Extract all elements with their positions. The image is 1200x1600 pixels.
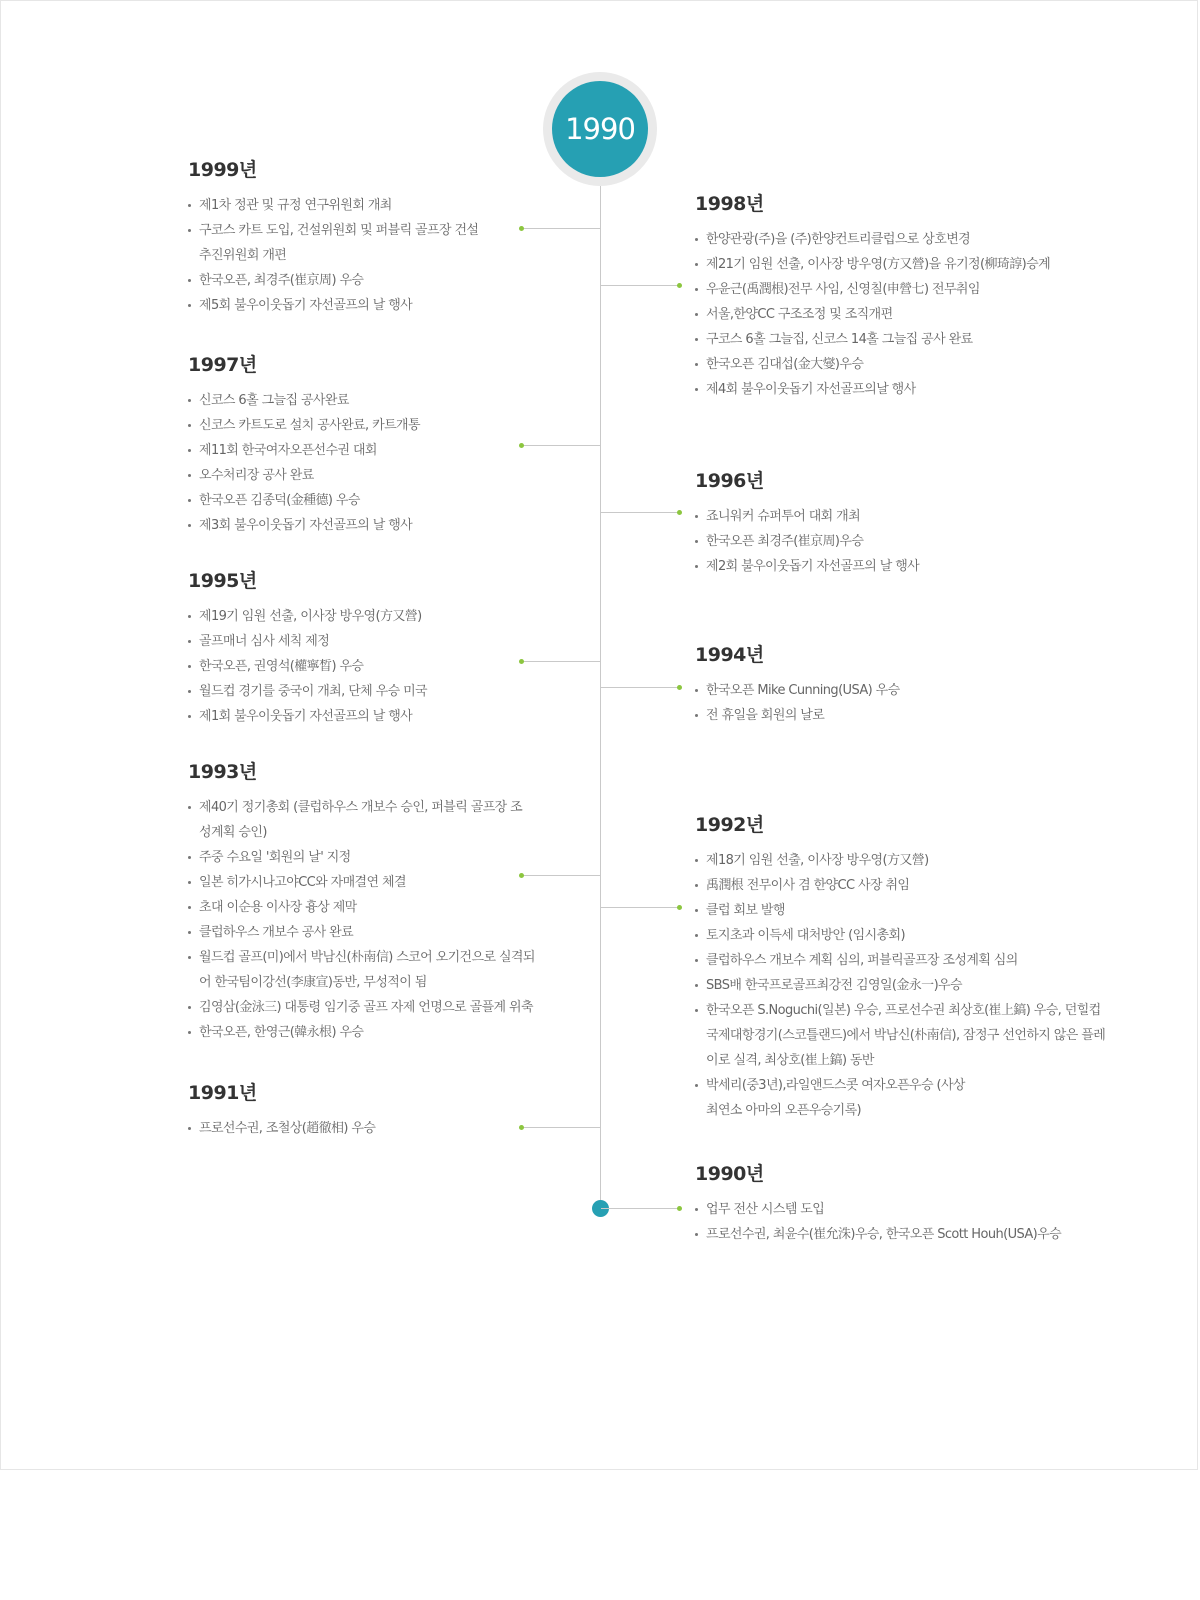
list-item: 제11회 한국여자오픈선수권 대회 xyxy=(188,438,608,463)
connector-dot-1996 xyxy=(677,510,682,515)
list-item: 제1차 정관 및 규정 연구위원회 개최 xyxy=(188,193,608,218)
timeline-entry-1992 xyxy=(695,812,1135,1123)
timeline-entry-1999 xyxy=(188,157,608,318)
list-item: 한양관광(주)을 (주)한양컨트리클럽으로 상호변경 xyxy=(695,227,1135,252)
list-item: 오수처리장 공사 완료 xyxy=(188,463,608,488)
list-item: 제4회 불우이웃돕기 자선골프의날 행사 xyxy=(695,377,1135,402)
list-item: 클럽하우스 개보수 공사 완료 xyxy=(188,920,608,945)
list-item: 제21기 임원 선출, 이사장 방우영(方又營)을 유기정(柳琦諄)승계 xyxy=(695,252,1135,277)
list-item: 클럽하우스 개보수 계획 심의, 퍼블릭골프장 조성계획 심의 xyxy=(695,948,1135,973)
list-item: 우윤근(禹潤根)전무 사임, 신영칠(申營七) 전무취임 xyxy=(695,277,1135,302)
list-item: 골프매너 심사 세칙 제정 xyxy=(188,629,608,654)
list-item: 구코스 카트 도입, 건설위원회 및 퍼블릭 골프장 건설 추진위원회 개편 xyxy=(188,218,489,268)
list-item: SBS배 한국프로골프최강전 김영일(金永一)우승 xyxy=(695,973,1135,998)
timeline-entry-1995 xyxy=(188,568,608,729)
list-item: 한국오픈 Mike Cunning(USA) 우승 xyxy=(695,678,1135,703)
list-item: 프로선수권, 조철상(趙徹相) 우승 xyxy=(188,1116,608,1141)
entry-items xyxy=(695,848,1135,1123)
list-item: 월드컵 골프(미)에서 박남신(朴南信) 스코어 오기건으로 실격되어 한국팀이강선(李康宣)동반, 무성적이 됨 xyxy=(188,945,544,995)
list-item: 제1회 불우이웃돕기 자선골프의 날 행사 xyxy=(188,704,608,729)
list-item: 신코스 6홀 그늘집 공사완료 xyxy=(188,388,608,413)
timeline-entry-1990 xyxy=(695,1161,1135,1247)
timeline-entry-1997 xyxy=(188,352,608,538)
list-item: 한국오픈, 권영석(權寧晳) 우승 xyxy=(188,654,608,679)
connector-1996 xyxy=(601,512,679,513)
list-item: 제19기 임원 선출, 이사장 방우영(方又營) xyxy=(188,604,608,629)
list-item: 제3회 불우이웃돕기 자선골프의 날 행사 xyxy=(188,513,608,538)
list-item: 업무 전산 시스템 도입 xyxy=(695,1197,1135,1222)
list-item: 제2회 불우이웃돕기 자선골프의 날 행사 xyxy=(695,554,1135,579)
connector-dot-1990 xyxy=(677,1206,682,1211)
entry-items xyxy=(695,227,1135,402)
list-item: 월드컵 경기를 중국이 개최, 단체 우승 미국 xyxy=(188,679,608,704)
entry-year: 1996년 xyxy=(695,470,764,492)
entry-items xyxy=(188,795,608,1045)
connector-dot-1994 xyxy=(677,685,682,690)
list-item: 서울,한양CC 구조조정 및 조직개편 xyxy=(695,302,1135,327)
list-item: 禹潤根 전무이사 겸 한양CC 사장 취임 xyxy=(695,873,1135,898)
list-item: 초대 이순용 이사장 흉상 제막 xyxy=(188,895,608,920)
list-item: 한국오픈 최경주(崔京周)우승 xyxy=(695,529,1135,554)
connector-dot-1998 xyxy=(677,283,682,288)
entry-items xyxy=(695,504,1135,579)
list-item: 한국오픈 김종덕(金種德) 우승 xyxy=(188,488,608,513)
entry-year: 1991년 xyxy=(188,1082,257,1104)
entry-year: 1997년 xyxy=(188,354,257,376)
connector-1990 xyxy=(601,1208,679,1209)
decade-badge: 1990 xyxy=(552,81,648,177)
timeline-entry-1996 xyxy=(695,468,1135,579)
timeline-entry-1998 xyxy=(695,191,1135,402)
list-item: 한국오픈, 최경주(崔京周) 우승 xyxy=(188,268,608,293)
list-item: 구코스 6홀 그늘집, 신코스 14홀 그늘집 공사 완료 xyxy=(695,327,1135,352)
connector-1992 xyxy=(601,907,679,908)
list-item: 김영삼(金泳三) 대통령 임기중 골프 자제 언명으로 골플계 위축 xyxy=(188,995,608,1020)
entry-year: 1999년 xyxy=(188,159,257,181)
entry-year: 1995년 xyxy=(188,570,257,592)
entry-items xyxy=(188,193,608,318)
connector-dot-1992 xyxy=(677,905,682,910)
entry-year: 1992년 xyxy=(695,814,764,836)
list-item: 죠니워커 슈퍼투어 대회 개최 xyxy=(695,504,1135,529)
list-item: 클럽 회보 발행 xyxy=(695,898,1135,923)
list-item: 제40기 정기총회 (클럽하우스 개보수 승인, 퍼블릭 골프장 조성계획 승인) xyxy=(188,795,524,845)
list-item: 한국오픈, 한영근(韓永根) 우승 xyxy=(188,1020,608,1045)
entry-items xyxy=(188,388,608,538)
list-item: 토지초과 이득세 대처방안 (임시총회) xyxy=(695,923,1135,948)
entry-items xyxy=(695,678,1135,728)
list-item: 제18기 임원 선출, 이사장 방우영(方又營) xyxy=(695,848,1135,873)
timeline-entry-1993 xyxy=(188,759,608,1045)
entry-items xyxy=(188,1116,608,1141)
list-item: 전 휴일을 회원의 날로 xyxy=(695,703,1135,728)
entry-year: 1998년 xyxy=(695,193,764,215)
list-item: 주중 수요일 '회원의 날' 지정 xyxy=(188,845,608,870)
list-item: 한국오픈 S.Noguchi(일본) 우승, 프로선수권 최상호(崔上鎬) 우승, 던힐컵 국제대항경기(스코틀랜드)에서 박남신(朴南信), 잠정구 선언하지 않은 플레이로 실격, 최상호(崔上鎬) 동반 xyxy=(695,998,1116,1073)
list-item: 신코스 카트도로 설치 공사완료, 카트개통 xyxy=(188,413,608,438)
timeline-entry-1994 xyxy=(695,642,1135,728)
list-item: 한국오픈 김대섭(金大燮)우승 xyxy=(695,352,1135,377)
list-item: 일본 히가시나고야CC와 자매결연 체결 xyxy=(188,870,608,895)
entry-year: 1993년 xyxy=(188,761,257,783)
entry-items xyxy=(188,604,608,729)
timeline-entry-1991 xyxy=(188,1080,608,1141)
entry-year: 1994년 xyxy=(695,644,764,666)
entry-items xyxy=(695,1197,1135,1247)
list-item: 프로선수권, 최윤수(崔允洙)우승, 한국오픈 Scott Houh(USA)우승 xyxy=(695,1222,1166,1247)
list-item: 제5회 불우이웃돕기 자선골프의 날 행사 xyxy=(188,293,608,318)
entry-year: 1990년 xyxy=(695,1163,764,1185)
connector-1994 xyxy=(601,687,679,688)
connector-1998 xyxy=(601,285,679,286)
list-item: 박세리(중3년),라일앤드스콧 여자오픈우승 (사상최연소 아마의 오픈우승기록) xyxy=(695,1073,966,1123)
